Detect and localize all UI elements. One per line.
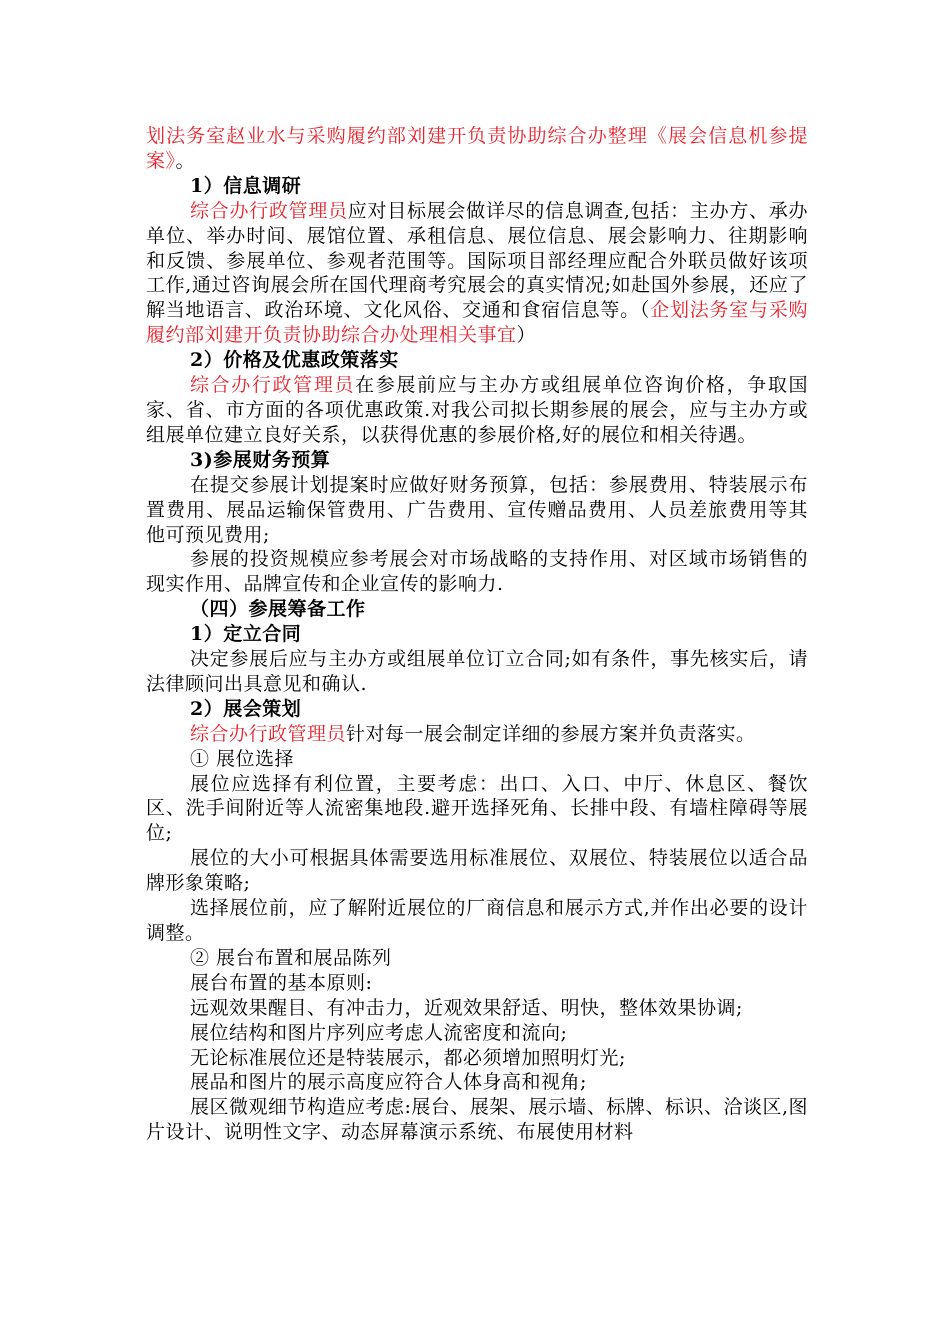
paragraph	[146, 373, 808, 448]
text-run: 应对目标展会做详尽的信息调查,包括：主办方、承办单位、举办时间、展馆位置、承租信息、展位信息、展会影响力、往期影响和反馈、参展单位、参观者范围等。国际项目部经理应配合外联员做好该项工作,通过咨询展会所在国代理商考究展会的真实情况;如赴国外参展，还应了解当地语言、政治环境、文化风俗、交通和食宿信息等。（	[146, 199, 808, 322]
section-heading	[146, 174, 808, 199]
paragraph	[146, 124, 808, 174]
paragraph	[146, 747, 808, 772]
highlight-text: 划法务室赵业水与采购履约部刘建开负责协助综合办整理《展会信息机参提案》	[146, 125, 808, 172]
text-run: 参展的投资规模应参考展会对市场战略的支持作用、对区域市场销售的现实作用、品牌宣传和企业宣传的影响力.	[146, 548, 808, 596]
text-run: 展位应选择有利位置，主要考虑：出口、入口、中厅、休息区、餐饮区、洗手间附近等人流密集地段.避开选择死角、长排中段、有墙柱障碍等展位;	[146, 772, 808, 845]
paragraph	[146, 547, 808, 597]
text-run: 3)参展财务预算	[190, 448, 331, 471]
text-run: 2）价格及优惠政策落实	[190, 349, 399, 372]
text-run: 展台布置的基本原则:	[190, 971, 373, 994]
text-run: ② 展台布置和展品陈列	[190, 946, 392, 969]
text-run: 针对每一展会制定详细的参展方案并负责落实。	[346, 722, 756, 745]
paragraph	[146, 846, 808, 896]
text-run: 无论标准展位还是特装展示，都必须增加照明灯光;	[190, 1046, 626, 1069]
text-run: ① 展位选择	[190, 747, 295, 770]
paragraph	[146, 896, 808, 946]
paragraph	[146, 772, 808, 847]
highlight-text: 企划法务室与采购履约部刘建开负责协助综合办处理相关事宜	[146, 299, 808, 347]
text-run: 选择展位前，应了解附近展位的厂商信息和展示方式,并作出必要的设计调整。	[146, 897, 808, 944]
text-run: 远观效果醒目、有冲击力，近观效果舒适、明快，整体效果协调;	[190, 996, 743, 1019]
paragraph	[146, 1046, 808, 1071]
paragraph	[146, 996, 808, 1021]
section-heading	[146, 697, 808, 722]
paragraph	[146, 199, 808, 348]
text-run: ）	[516, 324, 537, 347]
highlight-text: 综合办行政管理员	[190, 199, 348, 222]
text-run: 展位的大小可根据具体需要选用标准展位、双展位、特装展位以适合品牌形象策略;	[146, 847, 808, 895]
text-run: 在参展前应与主办方或组展单位咨询价格，争取国家、省、市方面的各项优惠政策.对我公司拟长期参展的展会，应与主办方或组展单位建立良好关系，以获得优惠的参展价格,好的展位和相关待遇。	[146, 374, 808, 446]
text-run: 1）定立合同	[190, 623, 302, 646]
text-run: 。	[175, 149, 196, 172]
paragraph	[146, 722, 808, 747]
paragraph	[146, 946, 808, 971]
highlight-text: 综合办行政管理员	[190, 722, 347, 745]
paragraph	[146, 473, 808, 548]
text-run: 展位结构和图片序列应考虑人流密度和流向;	[190, 1021, 568, 1044]
text-run: （四）参展筹备工作	[190, 598, 366, 621]
text-run: 在提交参展计划提案时应做好财务预算，包括：参展费用、特装展示布置费用、展品运输保管费用、广告费用、宣传赠品费用、人员差旅费用等其他可预见费用;	[146, 473, 808, 546]
section-heading	[146, 622, 808, 647]
document-body	[146, 124, 808, 1145]
paragraph	[146, 1021, 808, 1046]
paragraph	[146, 647, 808, 697]
text-run: 展区微观细节构造应考虑:展台、展架、展示墙、标牌、标识、洽谈区,图片设计、说明性文字、动态屏幕演示系统、布展使用材料	[146, 1096, 808, 1144]
section-heading	[146, 348, 808, 373]
text-run: 1）信息调研	[190, 174, 302, 197]
paragraph	[146, 971, 808, 996]
paragraph	[146, 1070, 808, 1095]
text-run: 决定参展后应与主办方或组展单位订立合同;如有条件，事先核实后，请法律顾问出具意见和确认.	[146, 648, 808, 695]
section-heading	[146, 597, 808, 622]
section-heading	[146, 448, 808, 473]
text-run: 展品和图片的展示高度应符合人体身高和视角;	[190, 1071, 587, 1094]
highlight-text: 综合办行政管理员	[190, 374, 356, 397]
paragraph	[146, 1095, 808, 1145]
text-run: 2）展会策划	[190, 697, 302, 720]
